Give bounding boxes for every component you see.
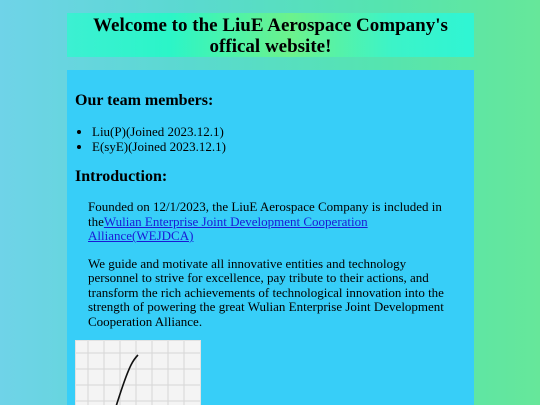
team-heading: Our team members: (75, 92, 214, 109)
site-header (67, 13, 474, 57)
graph-image (75, 340, 201, 405)
main-content (67, 70, 474, 405)
team-member: • E(syE)(Joined 2023.12.1) (92, 139, 226, 154)
graph-image-drawing (76, 341, 200, 405)
intro-paragraph-1 (88, 200, 458, 244)
introduction-body (88, 200, 458, 329)
introduction-heading: Introduction: (75, 168, 168, 185)
team-list (75, 124, 226, 154)
team-member: • Liu(P)(Joined 2023.12.1) (92, 124, 226, 139)
wejdca-link[interactable]: Wulian Enterprise Joint Development Cooperation Alliance(WEJDCA) (88, 213, 368, 243)
page-title: Welcome to the LiuE Aerospace Company's offical website! (93, 15, 448, 57)
intro-paragraph-2: We guide and motivate all innovative entities and technology personnel to strive for excellence, pay tribute to their actions, and transform the rich achievements of technological innovation into the strength of powering the great Wulian Enterprise Joint Development Cooperation Alliance. (88, 255, 444, 329)
intro-text: Founded on 12/1/2023, the LiuE Aerospace Company is included in the (88, 199, 442, 229)
